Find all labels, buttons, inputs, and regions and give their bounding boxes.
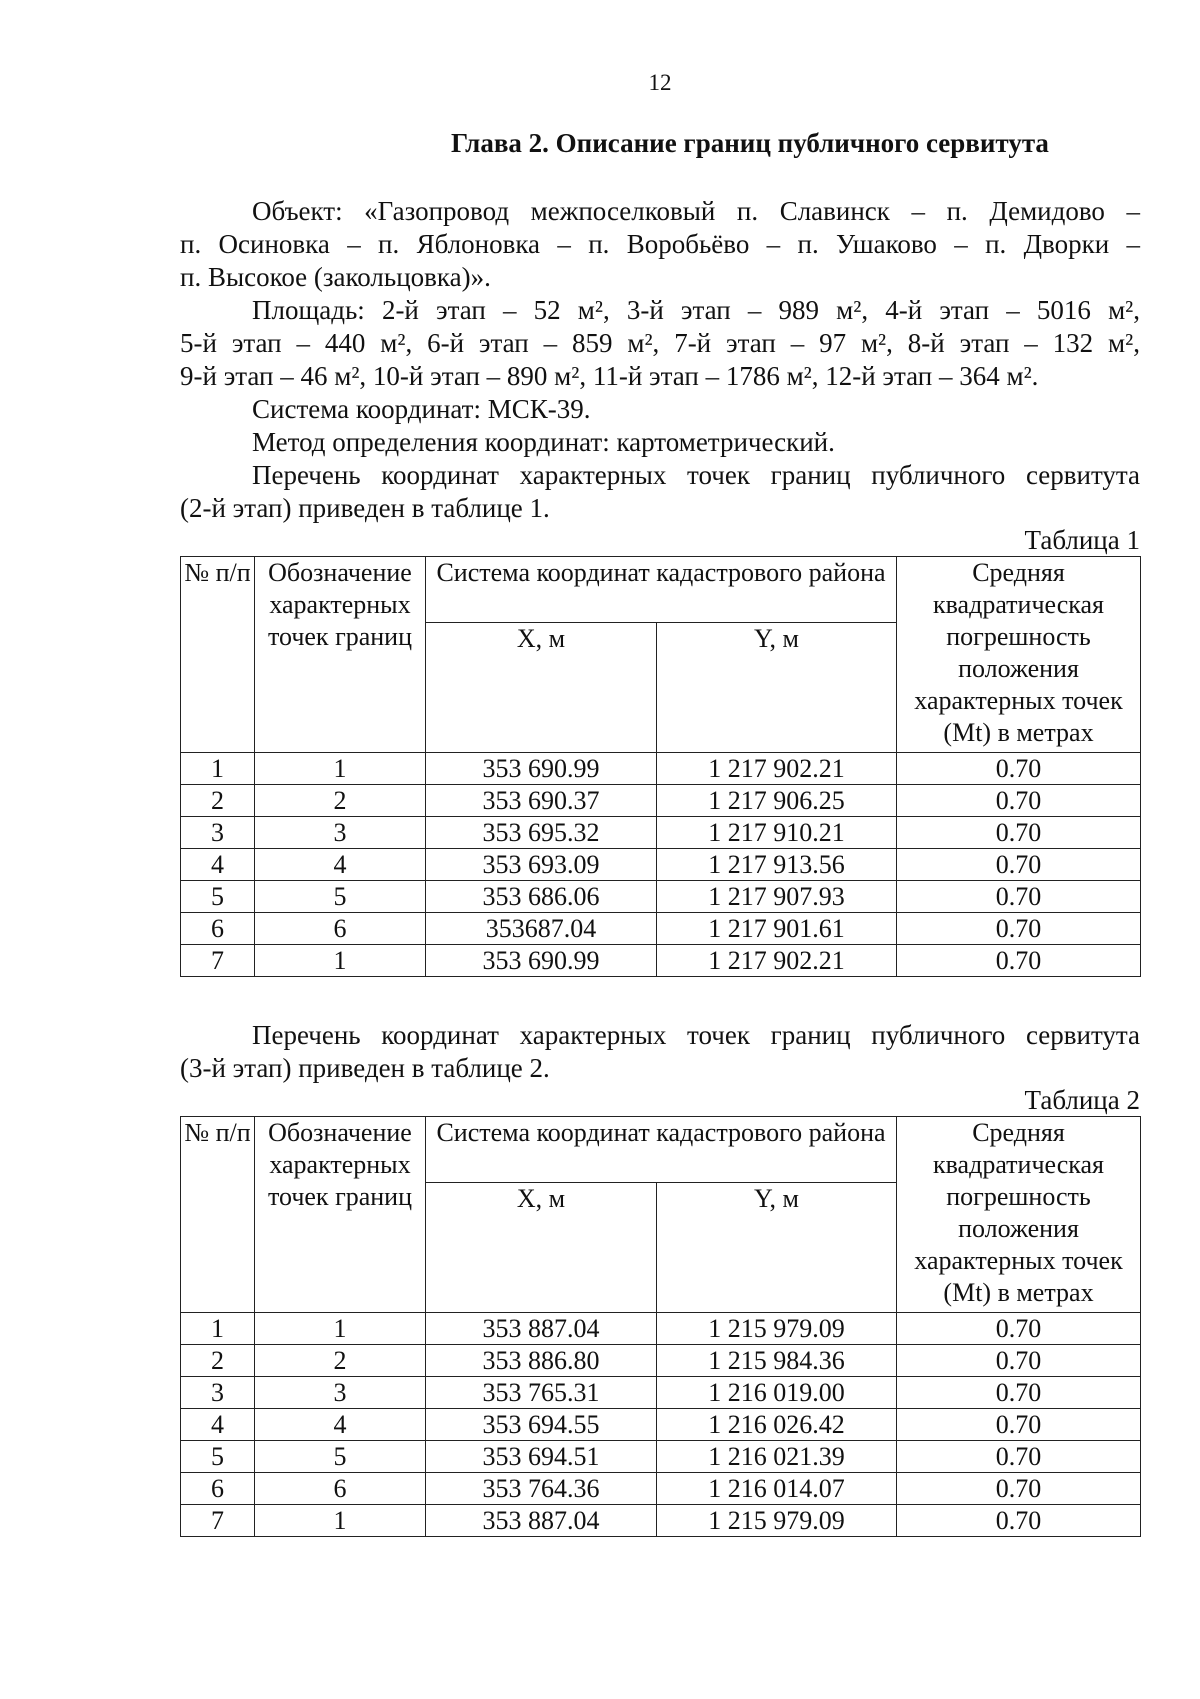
cell-num: 7 <box>181 945 255 977</box>
table-row <box>181 1377 1141 1409</box>
cell-x: 353 887.04 <box>426 1505 657 1537</box>
cell-x: 353687.04 <box>426 913 657 945</box>
header-designation: Обозначение характерных точек границ <box>255 557 426 753</box>
header-error: Средняя квадратическая погрешность положения характерных точек (Mt) в метрах <box>897 1117 1141 1313</box>
table2-body <box>181 1313 1141 1537</box>
cell-point: 4 <box>255 1409 426 1441</box>
cell-y: 1 217 913.56 <box>657 849 897 881</box>
cell-num: 6 <box>181 913 255 945</box>
object-line-2: п. Осиновка – п. Яблоновка – п. Воробьёво – п. Ушаково – п. Дворки – <box>180 229 1140 259</box>
cell-x: 353 693.09 <box>426 849 657 881</box>
cell-point: 5 <box>255 1441 426 1473</box>
table-row <box>181 1345 1141 1377</box>
table-row <box>181 1473 1141 1505</box>
table-row <box>181 945 1141 977</box>
object-line-3: п. Высокое (закольцовка)». <box>180 262 491 292</box>
method-line: Метод определения координат: картометрический. <box>252 427 835 457</box>
cell-mt: 0.70 <box>897 785 1141 817</box>
cell-x: 353 690.99 <box>426 753 657 785</box>
cell-y: 1 217 901.61 <box>657 913 897 945</box>
cell-num: 6 <box>181 1473 255 1505</box>
table-row <box>181 1409 1141 1441</box>
table2-intro-line-2: (3-й этап) приведен в таблице 2. <box>180 1053 550 1083</box>
cell-mt: 0.70 <box>897 1409 1141 1441</box>
cell-num: 3 <box>181 817 255 849</box>
cell-mt: 0.70 <box>897 753 1141 785</box>
cell-mt: 0.70 <box>897 1377 1141 1409</box>
cell-point: 2 <box>255 785 426 817</box>
cell-point: 2 <box>255 1345 426 1377</box>
cell-point: 4 <box>255 849 426 881</box>
cell-num: 4 <box>181 849 255 881</box>
cell-mt: 0.70 <box>897 817 1141 849</box>
cell-mt: 0.70 <box>897 913 1141 945</box>
table1-body <box>181 753 1141 977</box>
area-line-1: Площадь: 2-й этап – 52 м², 3-й этап – 989 м², 4-й этап – 5016 м², <box>252 295 1140 325</box>
cell-x: 353 765.31 <box>426 1377 657 1409</box>
cell-mt: 0.70 <box>897 881 1141 913</box>
cell-mt: 0.70 <box>897 1345 1141 1377</box>
cell-y: 1 217 902.21 <box>657 945 897 977</box>
cell-num: 2 <box>181 1345 255 1377</box>
cell-num: 3 <box>181 1377 255 1409</box>
cell-x: 353 694.55 <box>426 1409 657 1441</box>
header-x: X, м <box>426 1183 657 1313</box>
table-row <box>181 785 1141 817</box>
area-paragraph <box>180 294 1140 393</box>
table-row <box>181 753 1141 785</box>
cell-x: 353 690.99 <box>426 945 657 977</box>
cell-y: 1 217 910.21 <box>657 817 897 849</box>
cell-y: 1 217 902.21 <box>657 753 897 785</box>
cell-point: 1 <box>255 753 426 785</box>
object-paragraph <box>180 195 1140 294</box>
header-coord-system: Система координат кадастрового района <box>426 557 897 623</box>
cell-num: 1 <box>181 1313 255 1345</box>
cell-mt: 0.70 <box>897 1441 1141 1473</box>
cell-x: 353 764.36 <box>426 1473 657 1505</box>
cell-num: 7 <box>181 1505 255 1537</box>
cell-y: 1 217 907.93 <box>657 881 897 913</box>
cell-y: 1 216 026.42 <box>657 1409 897 1441</box>
cell-mt: 0.70 <box>897 1313 1141 1345</box>
cell-num: 5 <box>181 881 255 913</box>
header-error: Средняя квадратическая погрешность положения характерных точек (Mt) в метрах <box>897 557 1141 753</box>
cell-x: 353 690.37 <box>426 785 657 817</box>
table-row <box>181 817 1141 849</box>
cell-y: 1 215 984.36 <box>657 1345 897 1377</box>
table1-intro-line-1: Перечень координат характерных точек границ публичного сервитута <box>252 460 1140 490</box>
table-row <box>181 849 1141 881</box>
header-y: Y, м <box>657 1183 897 1313</box>
table1-caption: Таблица 1 <box>1024 525 1140 555</box>
coordinates-table-1 <box>180 556 1141 977</box>
cell-num: 5 <box>181 1441 255 1473</box>
cell-mt: 0.70 <box>897 1505 1141 1537</box>
cell-num: 1 <box>181 753 255 785</box>
cell-mt: 0.70 <box>897 1473 1141 1505</box>
cell-point: 6 <box>255 1473 426 1505</box>
chapter-title: Глава 2. Описание границ публичного сервитута <box>451 128 1049 158</box>
table1-intro-line-2: (2-й этап) приведен в таблице 1. <box>180 493 550 523</box>
table-row <box>181 881 1141 913</box>
cell-point: 6 <box>255 913 426 945</box>
cell-y: 1 216 019.00 <box>657 1377 897 1409</box>
cell-y: 1 216 021.39 <box>657 1441 897 1473</box>
cell-x: 353 886.80 <box>426 1345 657 1377</box>
cell-x: 353 695.32 <box>426 817 657 849</box>
cell-y: 1 217 906.25 <box>657 785 897 817</box>
cell-point: 5 <box>255 881 426 913</box>
coordinates-table-2 <box>180 1116 1141 1537</box>
area-line-2: 5-й этап – 440 м², 6-й этап – 859 м², 7-й этап – 97 м², 8-й этап – 132 м², <box>180 328 1140 358</box>
page-number: 12 <box>648 70 672 95</box>
cell-mt: 0.70 <box>897 849 1141 881</box>
cell-num: 4 <box>181 1409 255 1441</box>
header-y: Y, м <box>657 623 897 753</box>
header-num: № п/п <box>181 557 255 753</box>
table2-intro-line-1: Перечень координат характерных точек границ публичного сервитута <box>252 1020 1140 1050</box>
table1-intro <box>180 459 1140 525</box>
table-row <box>181 1505 1141 1537</box>
table2-intro <box>180 1019 1140 1085</box>
cell-y: 1 216 014.07 <box>657 1473 897 1505</box>
area-line-3: 9-й этап – 46 м², 10-й этап – 890 м², 11-й этап – 1786 м², 12-й этап – 364 м². <box>180 361 1039 391</box>
cell-x: 353 694.51 <box>426 1441 657 1473</box>
cell-num: 2 <box>181 785 255 817</box>
cell-point: 1 <box>255 1505 426 1537</box>
cell-x: 353 887.04 <box>426 1313 657 1345</box>
header-coord-system: Система координат кадастрового района <box>426 1117 897 1183</box>
cell-y: 1 215 979.09 <box>657 1505 897 1537</box>
header-x: X, м <box>426 623 657 753</box>
object-line-1: Объект: «Газопровод межпоселковый п. Славинск – п. Демидово – <box>252 196 1140 226</box>
cell-x: 353 686.06 <box>426 881 657 913</box>
cell-point: 3 <box>255 1377 426 1409</box>
table-row <box>181 1441 1141 1473</box>
table-row <box>181 913 1141 945</box>
cell-point: 1 <box>255 945 426 977</box>
cell-mt: 0.70 <box>897 945 1141 977</box>
header-num: № п/п <box>181 1117 255 1313</box>
cell-y: 1 215 979.09 <box>657 1313 897 1345</box>
cell-point: 3 <box>255 817 426 849</box>
table-row <box>181 1313 1141 1345</box>
cell-point: 1 <box>255 1313 426 1345</box>
coord-system-line: Система координат: МСК-39. <box>252 394 591 424</box>
header-designation: Обозначение характерных точек границ <box>255 1117 426 1313</box>
table2-caption: Таблица 2 <box>1024 1085 1140 1115</box>
